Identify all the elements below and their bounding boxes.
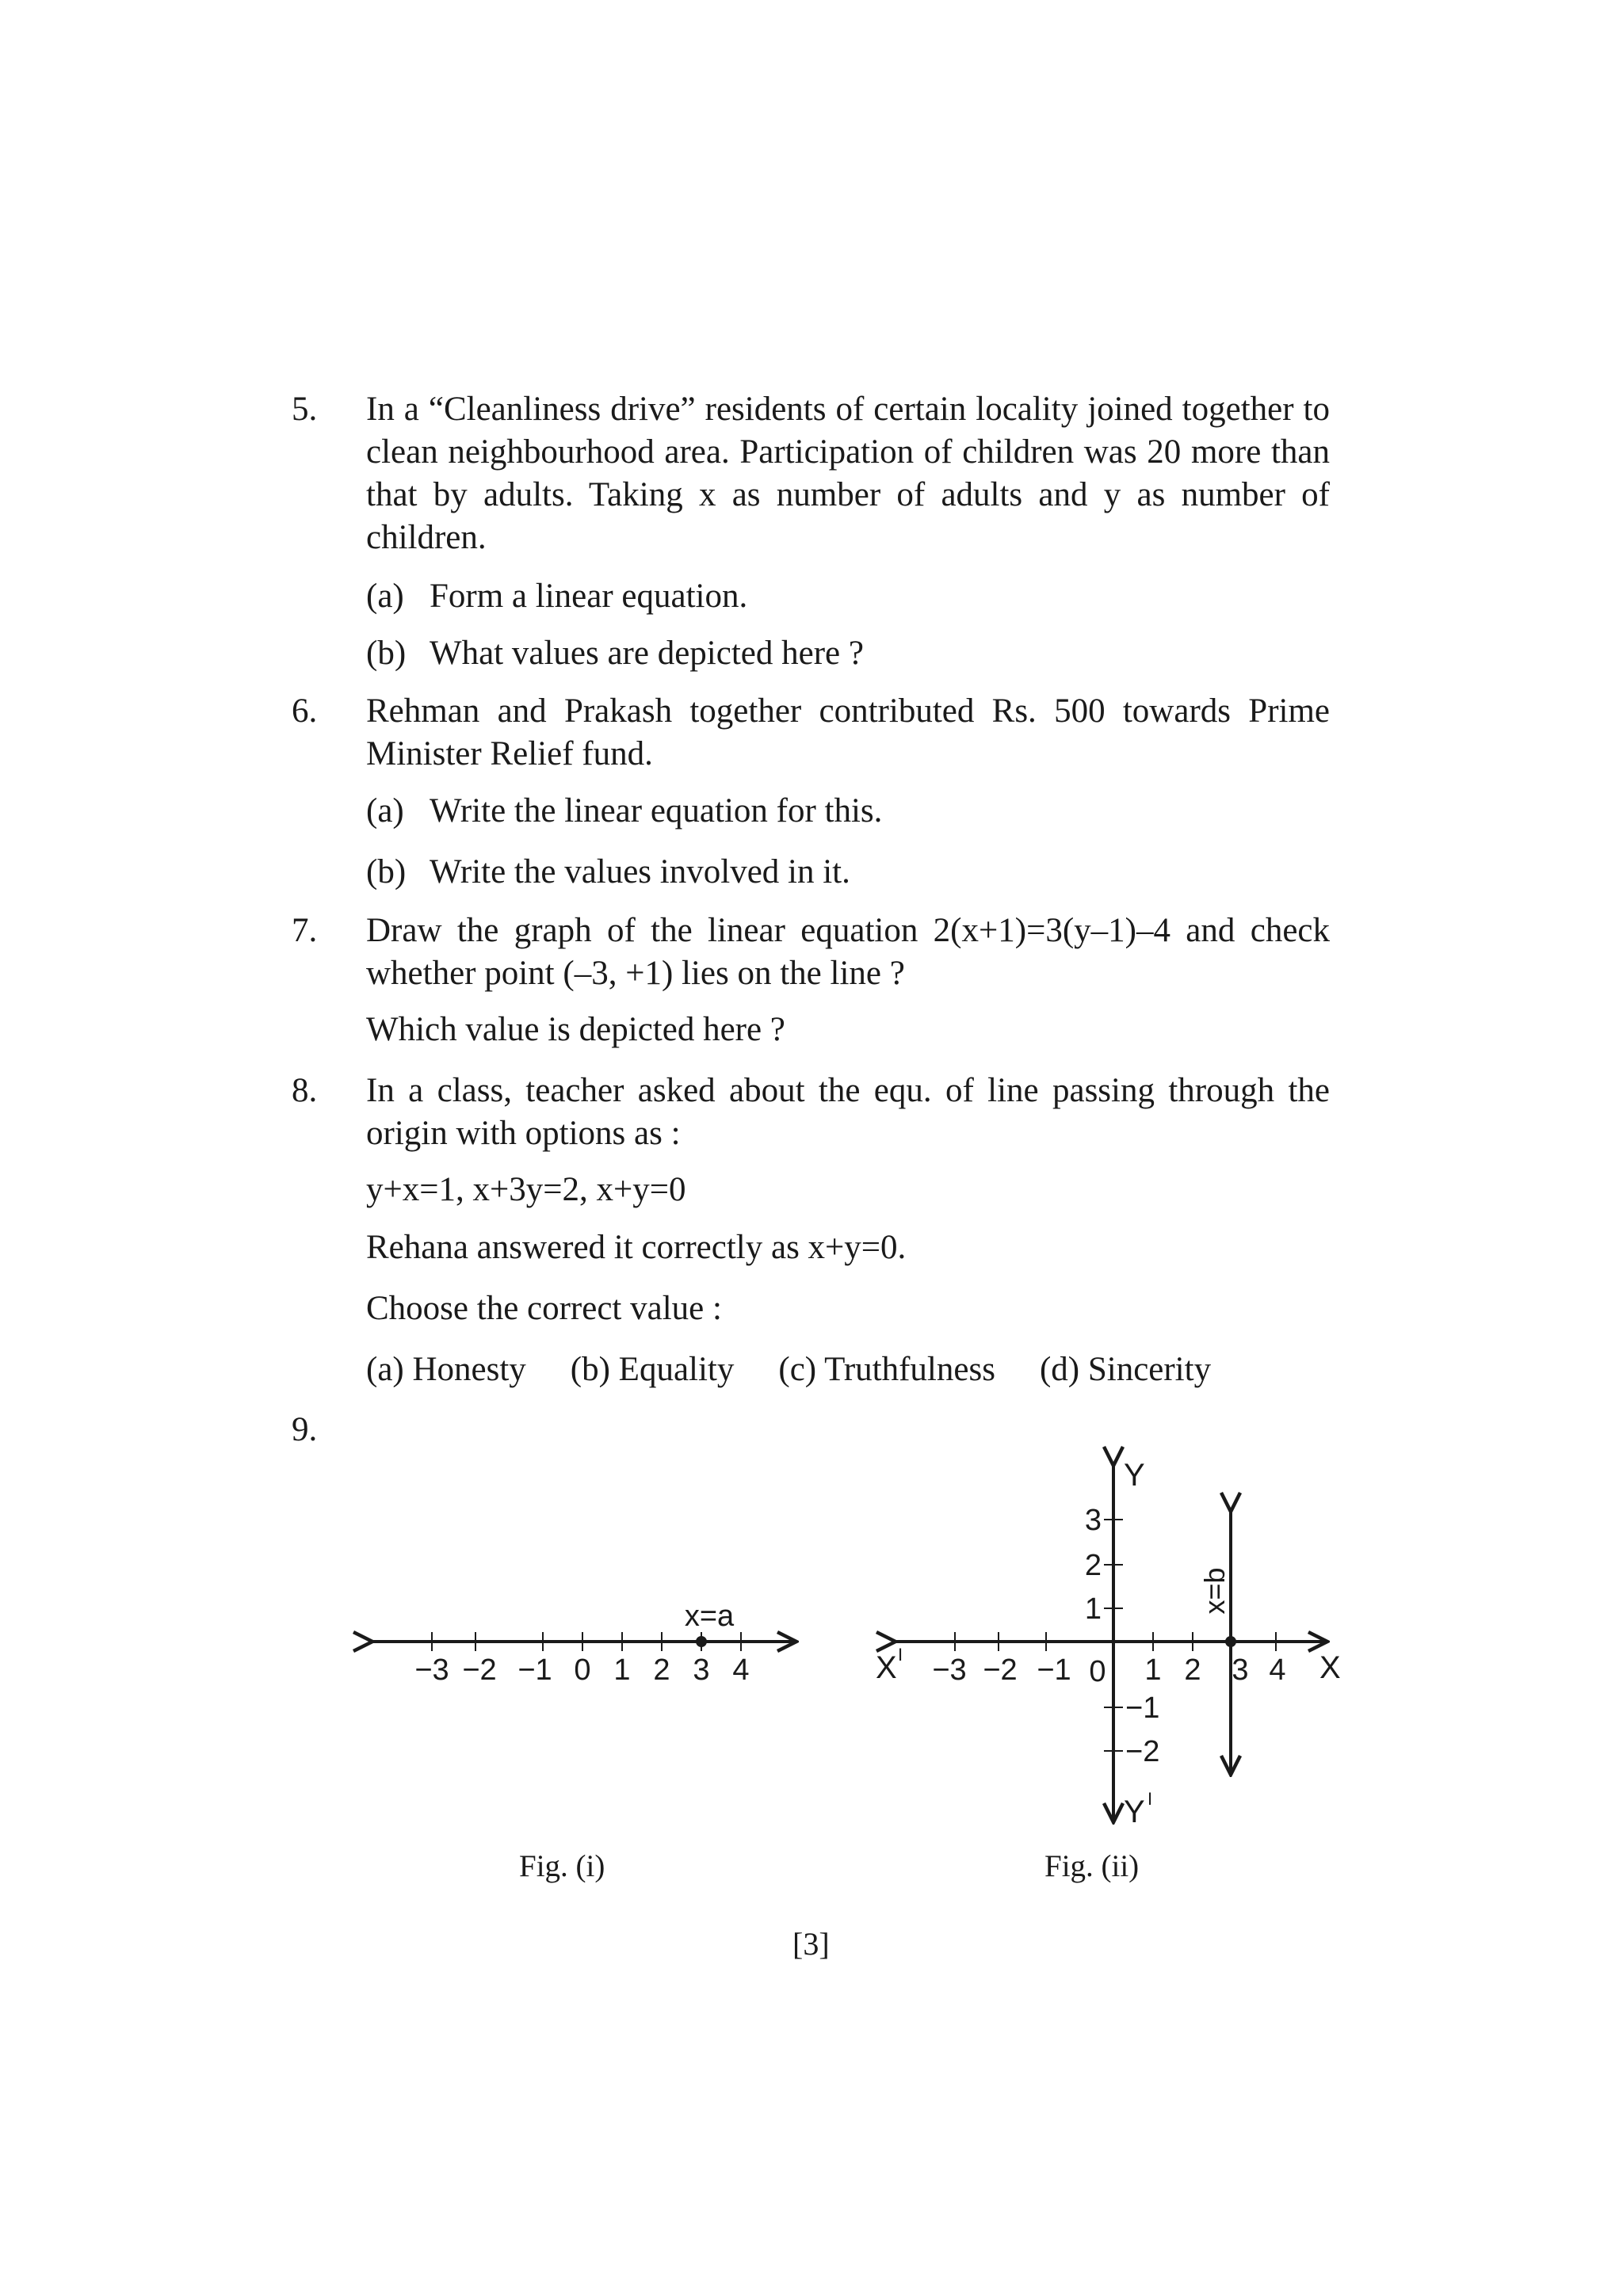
tick-label: −2 <box>1125 1735 1160 1768</box>
question-number: 9. <box>292 1411 318 1448</box>
option-c: (c) Truthfulness <box>778 1351 995 1388</box>
sub-question-b: (b) Write the values involved in it. <box>366 853 850 891</box>
tick-label: −2 <box>462 1653 497 1687</box>
intercept-point <box>1225 1636 1236 1647</box>
page-number: [3] <box>792 1926 830 1962</box>
figure-2-cartesian-plane <box>876 1458 1341 1829</box>
option-b: (b) Equality <box>570 1351 735 1388</box>
y-negative-axis-superscript: I <box>1148 1789 1153 1809</box>
question-text: Rehman and Prakash together contributed Rs. 500 towards Prime Minister Relief fund. <box>366 692 1330 772</box>
point-label: x=a <box>684 1600 735 1633</box>
tick-label: 1 <box>1084 1592 1102 1626</box>
tick-label: 2 <box>1184 1653 1201 1687</box>
line-label: x=b <box>1198 1567 1231 1615</box>
tick-label: 1 <box>613 1653 631 1687</box>
tick-label: −1 <box>1037 1653 1071 1687</box>
tick-label: 4 <box>1269 1653 1286 1687</box>
tick-label: 2 <box>653 1653 670 1687</box>
figure-1-caption: Fig. (i) <box>519 1849 605 1883</box>
question-text: Draw the graph of the linear equation 2(x+1)=3(y–1)–4 and check whether point (–3, +1) lies on the line ? <box>366 912 1330 992</box>
tick-label: −3 <box>932 1653 967 1687</box>
figure-2-caption: Fig. (ii) <box>1044 1849 1140 1883</box>
tick-label: −2 <box>983 1653 1018 1687</box>
tick-label: 3 <box>1232 1653 1249 1687</box>
tick-label: 3 <box>693 1653 710 1687</box>
question-text: In a class, teacher asked about the equ. of line passing through the origin with options as : <box>366 1072 1330 1152</box>
point-x-equals-a <box>696 1636 707 1647</box>
question-number: 5. <box>292 391 318 428</box>
tick-label: 4 <box>732 1653 750 1687</box>
x-negative-axis-superscript: I <box>898 1645 903 1665</box>
y-axis-label: Y <box>1124 1458 1145 1493</box>
question-number: 7. <box>292 912 318 949</box>
sub-question-b: (b) What values are depicted here ? <box>366 635 864 672</box>
tick-label: 3 <box>1084 1504 1102 1537</box>
tick-label: −1 <box>517 1653 552 1687</box>
tick-label: 0 <box>1089 1655 1106 1688</box>
equation-options: y+x=1, x+3y=2, x+y=0 <box>366 1171 686 1208</box>
y-negative-axis-label: Y <box>1124 1794 1145 1829</box>
tick-label: 0 <box>574 1653 591 1687</box>
tick-label: −1 <box>1125 1691 1160 1725</box>
tick-label: 1 <box>1144 1653 1162 1687</box>
question-line: Which value is depicted here ? <box>366 1011 785 1048</box>
tick-label: −3 <box>414 1653 449 1687</box>
question-number: 8. <box>292 1072 318 1109</box>
option-a: (a) Honesty <box>366 1351 526 1388</box>
x-axis-label: X <box>1319 1650 1341 1685</box>
x-negative-axis-label: X <box>876 1650 897 1685</box>
sub-question-a: (a) Write the linear equation for this. <box>366 792 883 830</box>
choose-line: Choose the correct value : <box>366 1290 722 1327</box>
sub-question-a: (a) Form a linear equation. <box>366 578 748 615</box>
answer-line: Rehana answered it correctly as x+y=0. <box>366 1229 907 1266</box>
figure-1-number-line <box>372 1600 796 1687</box>
question-text: In a “Cleanliness drive” residents of certain locality joined together to clean neighbourhood area. Participation of children was 20 more than that by adults. Taking x as number of adults and y as number of children. <box>366 391 1330 556</box>
question-number: 6. <box>292 692 318 730</box>
tick-label: 2 <box>1084 1549 1102 1582</box>
option-d: (d) Sincerity <box>1039 1351 1212 1388</box>
